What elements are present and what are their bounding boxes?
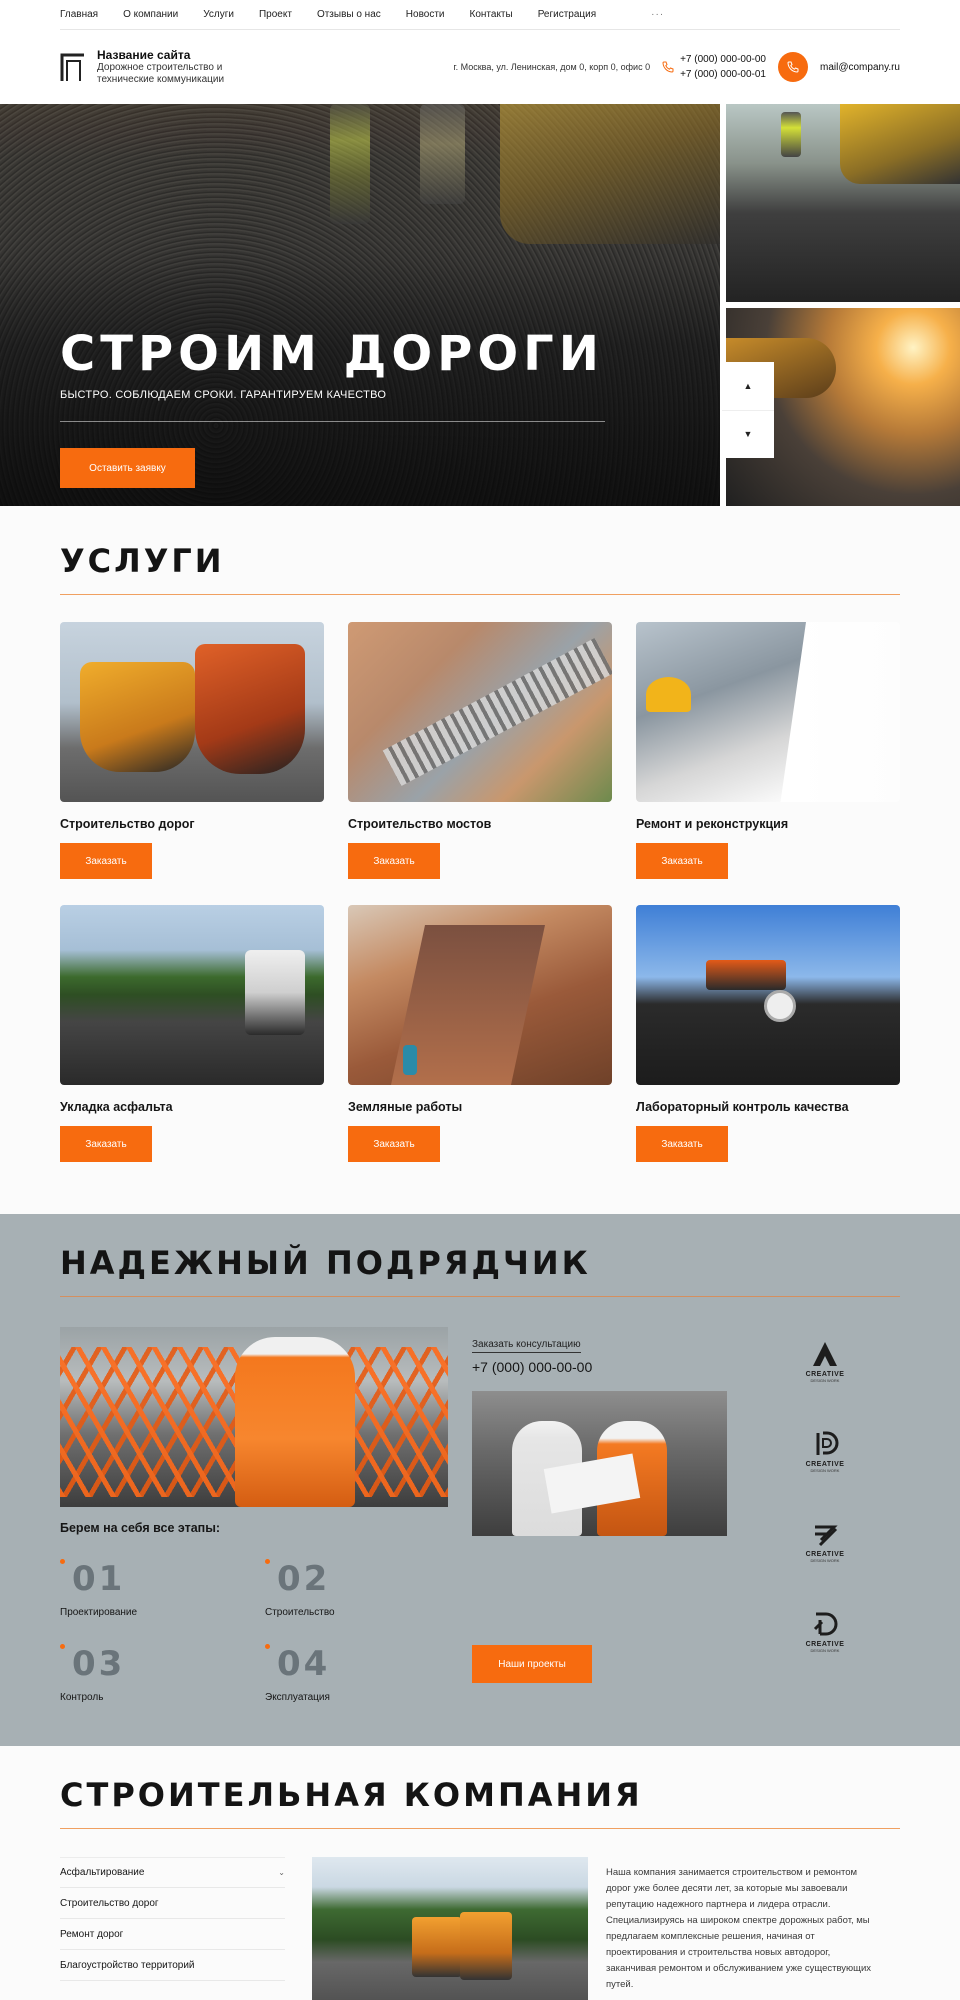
consultation-phone[interactable]: +7 (000) 000-00-00 <box>472 1359 593 1375</box>
stage-number: 01 <box>72 1559 126 1599</box>
hero-title: СТРОИМ ДОРОГИ <box>60 326 604 382</box>
accordion-label: Благоустройство территорий <box>60 1959 195 1971</box>
accordion-item[interactable] <box>60 1950 285 1981</box>
stages-title: Берем на себя все этапы: <box>60 1521 221 1535</box>
order-button[interactable]: Заказать <box>348 1126 440 1162</box>
email-link[interactable]: mail@company.ru <box>820 61 900 73</box>
service-card <box>60 622 324 879</box>
creative-p-logo-icon <box>810 1429 840 1459</box>
chevron-down-icon: ⌄ <box>278 1868 285 1877</box>
order-button[interactable]: Заказать <box>636 1126 728 1162</box>
phone-number-1[interactable]: +7 (000) 000-00-00 <box>680 54 766 65</box>
partner-logo[interactable]: CREATIVE DESIGN WORK <box>800 1609 850 1699</box>
section-divider <box>60 1828 900 1829</box>
accordion-label: Строительство дорог <box>60 1897 159 1909</box>
contractor-section <box>0 1214 960 1746</box>
phones-list <box>680 52 766 82</box>
accordion-item[interactable] <box>60 1919 285 1950</box>
service-image[interactable] <box>348 905 612 1085</box>
service-card <box>348 622 612 879</box>
bullet-dot <box>265 1644 270 1649</box>
contractor-body <box>60 1297 900 1717</box>
order-button[interactable]: Заказать <box>60 1126 152 1162</box>
company-title: СТРОИТЕЛЬНАЯ КОМПАНИЯ <box>60 1776 643 1814</box>
workers-image <box>60 1327 448 1507</box>
contractor-title: НАДЕЖНЫЙ ПОДРЯДЧИК <box>60 1244 591 1282</box>
nav-link-home[interactable]: Главная <box>60 9 99 20</box>
address: г. Москва, ул. Ленинская, дом 0, корп 0, офис 0 <box>453 62 651 72</box>
service-image[interactable] <box>636 622 900 802</box>
services-accordion <box>60 1857 285 1981</box>
nav-link-news[interactable]: Новости <box>405 9 445 20</box>
accordion-label: Ремонт дорог <box>60 1928 124 1940</box>
hero-section <box>0 104 960 506</box>
nav-link-services[interactable]: Услуги <box>203 9 234 20</box>
top-navigation <box>0 0 960 30</box>
nav-link-reviews[interactable]: Отзывы о нас <box>316 9 381 20</box>
services-title: УСЛУГИ <box>60 542 225 580</box>
service-image[interactable] <box>60 622 324 802</box>
services-section <box>0 506 960 1214</box>
arrow-down-icon[interactable]: ▼ <box>722 410 774 459</box>
order-button[interactable]: Заказать <box>636 843 728 879</box>
service-card <box>636 905 900 1162</box>
site-name: Название сайта <box>97 48 191 62</box>
hero-image <box>0 104 720 506</box>
service-name[interactable]: Ремонт и реконструкция <box>636 817 789 831</box>
hero-divider <box>60 421 605 422</box>
accordion-item[interactable] <box>60 1888 285 1919</box>
nav-link-project[interactable]: Проект <box>258 9 292 20</box>
bullet-dot <box>60 1559 65 1564</box>
request-button[interactable]: Оставить заявку <box>60 448 195 488</box>
bullet-dot <box>265 1559 270 1564</box>
callback-button[interactable] <box>778 52 808 82</box>
our-projects-button[interactable]: Наши проекты <box>472 1645 592 1683</box>
service-image[interactable] <box>348 622 612 802</box>
engineers-image <box>472 1391 727 1536</box>
phone-icon <box>662 61 674 73</box>
hero-subtitle: БЫСТРО. СОБЛЮДАЕМ СРОКИ. ГАРАНТИРУЕМ КАЧЕСТВО <box>60 389 387 401</box>
partner-logo[interactable]: CREATIVE DESIGN WORK <box>800 1519 850 1609</box>
phone-number-2[interactable]: +7 (000) 000-00-01 <box>680 69 766 80</box>
order-button[interactable]: Заказать <box>348 843 440 879</box>
nav-more-button[interactable]: ··· <box>651 9 665 20</box>
stage-label: Строительство <box>265 1607 335 1618</box>
slider-arrows <box>722 362 774 458</box>
order-button[interactable]: Заказать <box>60 843 152 879</box>
consultation-link[interactable]: Заказать консультацию <box>472 1339 581 1353</box>
partner-logo[interactable]: CREATIVE DESIGN WORK <box>800 1429 850 1519</box>
partner-logos <box>800 1339 850 1699</box>
creative-stripes-logo-icon <box>810 1519 840 1549</box>
nav-link-registration[interactable]: Регистрация <box>537 9 597 20</box>
service-name[interactable]: Строительство мостов <box>348 817 492 831</box>
service-name[interactable]: Укладка асфальта <box>60 1100 173 1114</box>
stage-number: 04 <box>277 1644 331 1684</box>
phone-icon <box>787 61 799 73</box>
nav-link-about[interactable]: О компании <box>123 9 179 20</box>
service-card <box>60 905 324 1162</box>
company-body <box>60 1857 900 2000</box>
company-description: Наша компания занимается строительством и ремонтом дорог уже более десяти лет, за которые мы завоевали репутацию надежного партнера и лидера отрасли. Специализируясь на широком спектре дорожных работ, мы предлагаем комплексные решения, начиная от проектирования и строительства новых автодорог, заканчивая ремонтом и обслуживанием уже существующих путей. <box>606 1867 872 1990</box>
bullet-dot <box>60 1644 65 1649</box>
stage-label: Эксплуатация <box>265 1692 330 1703</box>
site-tagline: Дорожное строительство и технические коммуникации <box>97 62 225 85</box>
service-image[interactable] <box>60 905 324 1085</box>
accordion-item[interactable] <box>60 1857 285 1888</box>
site-header <box>0 30 960 104</box>
phones-block <box>662 52 766 82</box>
creative-d-logo-icon <box>810 1609 840 1639</box>
arrow-up-icon[interactable]: ▲ <box>743 380 753 391</box>
company-image <box>312 1857 588 2000</box>
service-card <box>636 622 900 879</box>
slider-thumbnail-1[interactable] <box>726 104 960 302</box>
stage-label: Контроль <box>60 1692 104 1703</box>
service-card <box>348 905 612 1162</box>
nav-link-contacts[interactable]: Контакты <box>469 9 513 20</box>
logo-icon[interactable] <box>60 51 86 83</box>
section-divider <box>60 594 900 595</box>
stage-number: 03 <box>72 1644 126 1684</box>
stage-number: 02 <box>277 1559 331 1599</box>
service-name[interactable]: Земляные работы <box>348 1100 463 1114</box>
company-section <box>0 1746 960 2000</box>
partner-logo[interactable]: CREATIVE DESIGN WORK <box>800 1339 850 1429</box>
services-grid <box>60 622 900 1162</box>
accordion-label: Асфальтирование <box>60 1867 145 1878</box>
stage-label: Проектирование <box>60 1607 138 1618</box>
service-name[interactable]: Строительство дорог <box>60 817 195 831</box>
service-image[interactable] <box>636 905 900 1085</box>
creative-a-logo-icon <box>810 1339 840 1369</box>
logo-text <box>97 48 247 86</box>
service-name[interactable]: Лабораторный контроль качества <box>636 1100 849 1114</box>
